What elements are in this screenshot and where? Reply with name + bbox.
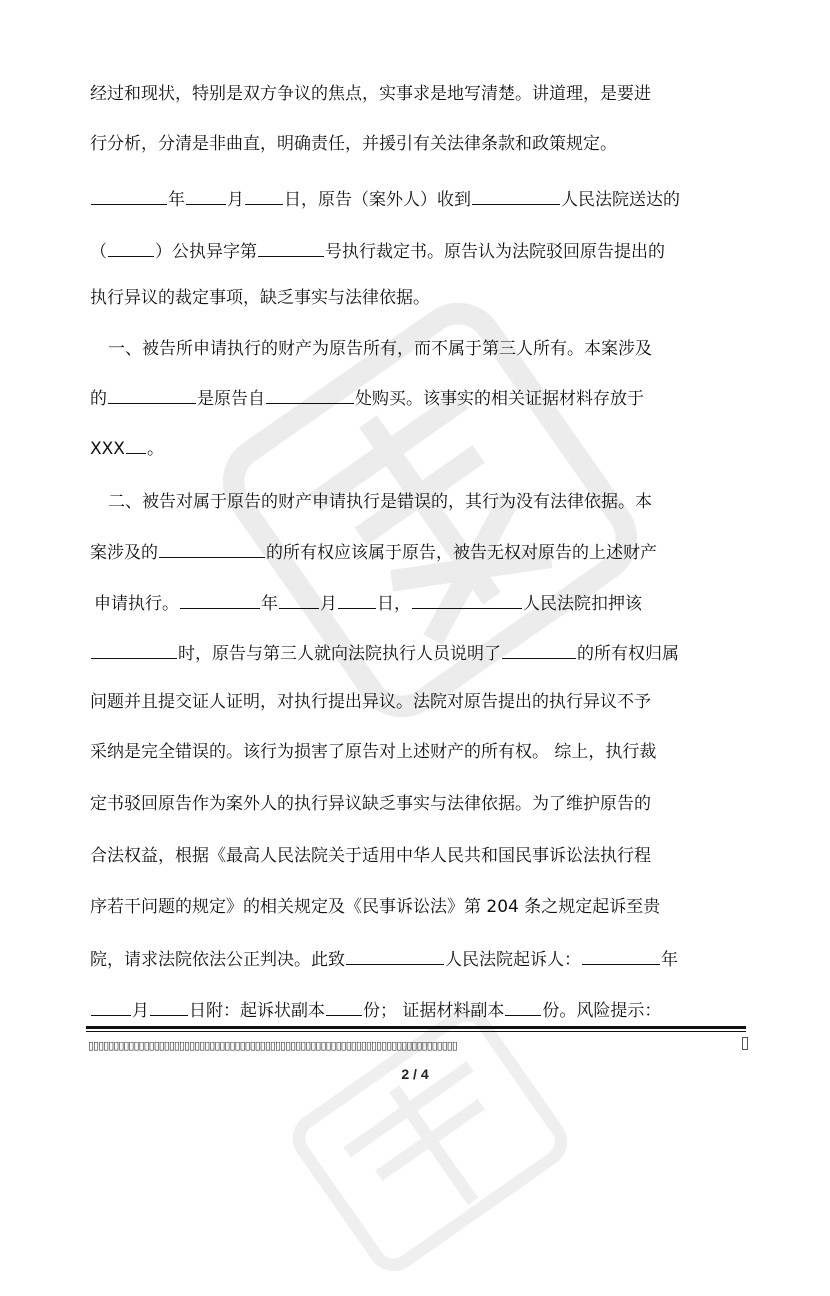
line-text: 。: [146, 439, 164, 459]
fill-in-blank: [266, 385, 354, 404]
line-text: （: [90, 242, 107, 262]
document-line: [108, 490, 768, 514]
document-line: [94, 590, 754, 616]
fill-in-blank: [326, 997, 362, 1016]
document-line: [90, 946, 750, 972]
line-text: 人民法院起诉人：: [445, 950, 581, 970]
line-text: 的所有权归属: [577, 644, 679, 664]
line-text: 序若干问题的规定》的相关规定及《民事诉讼法》第 204 条之规定起诉至贵: [90, 897, 661, 917]
document-line: [90, 385, 750, 411]
line-text: 月: [320, 594, 337, 614]
line-text: 经过和现状，特别是双方争议的焦点，实事求是地写清楚。讲道理，是要进: [90, 84, 651, 104]
fill-in-blank: [505, 997, 541, 1016]
document-line: [90, 539, 750, 565]
fill-in-blank: [186, 186, 226, 205]
document-line: [90, 640, 750, 666]
line-text: 时，原告与第三人就向法院执行人员说明了: [178, 644, 501, 664]
line-text: 月: [132, 1001, 149, 1021]
document-line: [90, 132, 750, 156]
fill-in-blank: [338, 590, 376, 609]
fill-in-blank: [126, 435, 146, 454]
line-text: 年: [261, 594, 278, 614]
line-text: ）公执异字第: [155, 242, 257, 262]
fill-in-blank: [108, 238, 154, 257]
line-text: 份。风险提示：: [542, 1001, 662, 1021]
line-text: 年: [661, 950, 678, 970]
line-text: 年: [168, 190, 185, 210]
line-text: 行分析，分清是非曲直，明确责任，并援引有关法律条款和政策规定。: [90, 134, 617, 154]
page-number: 2 / 4: [401, 1066, 429, 1082]
document-line: [90, 895, 750, 919]
document-line: [90, 286, 750, 310]
fill-in-blank: [159, 539, 265, 558]
fill-in-blank: [91, 640, 177, 659]
line-text: 处购买。该事实的相关证据材料存放于: [355, 389, 644, 409]
document-line: [90, 997, 750, 1023]
line-text: 号执行裁定书。原告认为法院驳回原告提出的: [325, 242, 665, 262]
line-text: 是原告自: [197, 389, 265, 409]
line-text: 人民法院扣押该: [523, 594, 642, 614]
line-text: 申请执行。: [94, 594, 179, 614]
line-text: 日，原告（案外人）收到: [284, 190, 471, 210]
line-text: 院，请求法院依法公正判决。此致: [90, 950, 345, 970]
fill-in-blank: [258, 238, 324, 257]
line-text: 日附：起诉状副本: [189, 1001, 325, 1021]
fill-in-blank: [150, 997, 188, 1016]
line-text: 二、被告对属于原告的财产申请执行是错误的，其行为没有法律依据。本: [108, 492, 652, 512]
fill-in-blank: [472, 186, 560, 205]
fill-in-blank: [279, 590, 319, 609]
document-line: [90, 186, 750, 212]
line-text: 合法权益，根据《最高人民法院关于适用中华人民共和国民事诉讼法执行程: [90, 846, 651, 866]
line-text: 采纳是完全错误的。该行为损害了原告对上述财产的所有权。 综上，执行裁: [90, 742, 657, 762]
fill-in-blank: [180, 590, 260, 609]
line-text: 份； 证据材料副本: [363, 1001, 505, 1021]
line-text: 的: [90, 389, 107, 409]
document-line: [108, 337, 768, 361]
document-line: [90, 792, 750, 816]
line-text: 问题并且提交证人证明，对执行提出异议。法院对原告提出的执行异议不予: [90, 692, 651, 712]
fill-in-blank: [91, 997, 131, 1016]
fill-in-blank: [412, 590, 522, 609]
fill-in-blank: [346, 946, 444, 965]
line-text: XXX: [90, 439, 125, 459]
fill-in-blank: [108, 385, 196, 404]
document-line: [90, 844, 750, 868]
line-text: 日，: [377, 594, 411, 614]
line-text: 执行异议的裁定事项，缺乏事实与法律依据。: [90, 288, 430, 308]
line-text: 定书驳回原告作为案外人的执行异议缺乏事实与法律依据。为了维护原告的: [90, 794, 651, 814]
fill-in-blank: [502, 640, 576, 659]
line-text: 的所有权应该属于原告，被告无权对原告的上述财产: [266, 543, 657, 563]
line-text: 一、被告所申请执行的财产为原告所有，而不属于第三人所有。本案涉及: [108, 339, 652, 359]
line-text: 案涉及的: [90, 543, 158, 563]
footer-rule-thick: [86, 1026, 746, 1029]
line-text: 人民法院送达的: [561, 190, 680, 210]
footer-garbled-text: ▯▯▯▯▯▯▯▯▯▯▯▯▯▯▯▯▯▯▯▯▯▯▯▯▯▯▯▯▯▯▯▯▯▯▯▯▯▯▯▯▯▯▯▯▯▯▯▯▯▯▯▯▯▯▯▯▯▯▯▯▯▯▯▯▯▯▯▯▯▯▯▯▯: [88, 1039, 457, 1052]
fill-in-blank: [245, 186, 283, 205]
document-line: [90, 690, 750, 714]
document-line: [90, 238, 750, 264]
document-line: [90, 435, 750, 461]
document-line: [90, 740, 750, 764]
fill-in-blank: [582, 946, 660, 965]
footer-glyph-icon: [742, 1037, 748, 1050]
footer-rule-thin: [86, 1031, 746, 1032]
document-line: [90, 82, 750, 106]
fill-in-blank: [91, 186, 167, 205]
line-text: 月: [227, 190, 244, 210]
